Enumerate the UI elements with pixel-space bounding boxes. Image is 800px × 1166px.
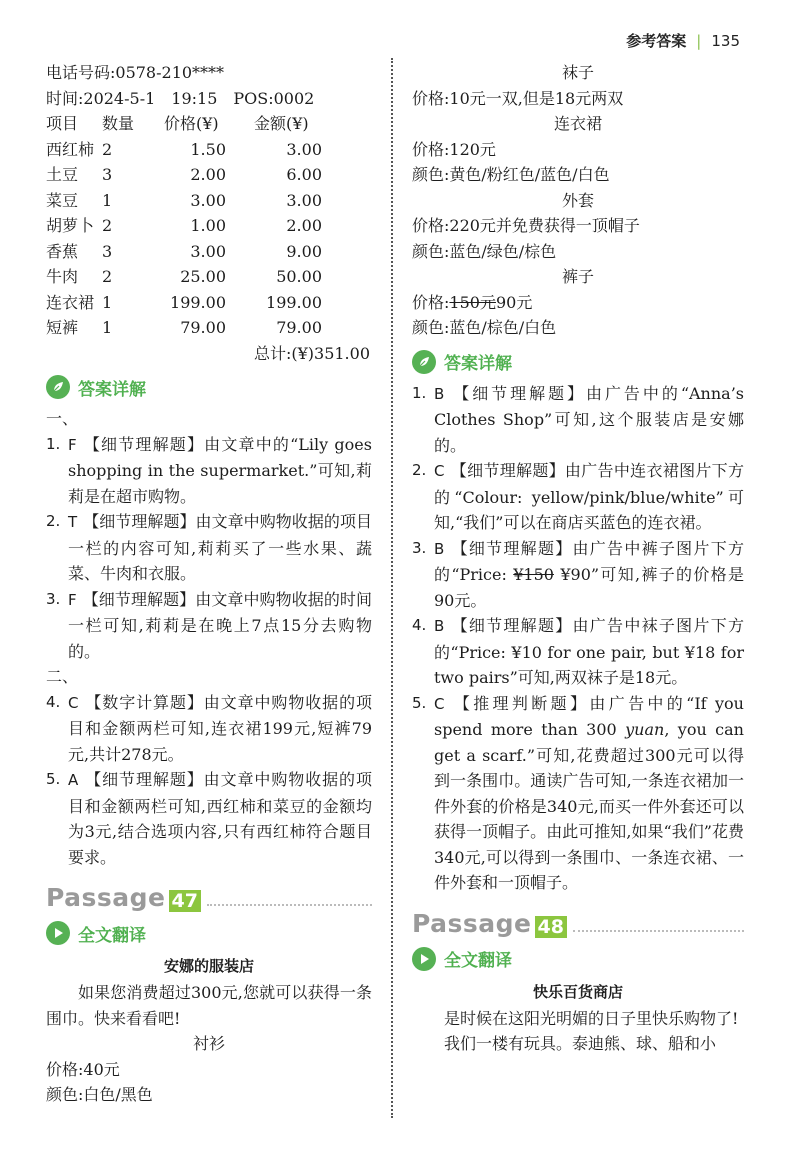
cell: 79.00: [276, 318, 322, 337]
receipt-time: 时间:2024-5-1 19:15 POS:0002: [46, 88, 315, 108]
receipt-row: [46, 213, 344, 239]
paragraph: 我们一楼有玩具。泰迪熊、球、船和小: [444, 1034, 717, 1053]
cell: 3.00: [286, 190, 322, 210]
answer-letter: F: [68, 590, 77, 609]
answer-letter: B: [434, 384, 445, 403]
play-icon: [412, 947, 436, 971]
pants-name: 裤子: [561, 267, 594, 286]
pants-price: [412, 290, 744, 316]
header-separator: |: [696, 31, 702, 50]
answer-number: 2.: [46, 512, 61, 530]
answer-letter: C: [68, 693, 79, 712]
store-intro: 如果您消费超过300元,您就可以获得一条围巾。快来看看吧!: [46, 983, 372, 1028]
cell: 2: [102, 267, 113, 286]
leaf-icon: [412, 350, 436, 374]
cell: 2: [102, 139, 113, 159]
store-title: 安娜的服装店: [163, 957, 254, 975]
answer-letter: T: [68, 513, 78, 531]
answer-text: 【细节理解题】由文章中购物收据的时间一栏可知,莉莉是在晚上7点15分去购物的。: [68, 589, 372, 661]
receipt-table: [46, 111, 344, 341]
cell: 1: [102, 292, 113, 312]
receipt-phone: 电话号码:0578-210****: [46, 63, 225, 82]
answer-item: [46, 690, 372, 768]
receipt-row: [46, 239, 344, 265]
answer-number: 5.: [46, 770, 61, 788]
answer-item: [412, 691, 744, 896]
cell: 连衣裙: [46, 292, 95, 312]
answer-text-pre: 【推理判断题】由广告中的“If you spend more than 300: [434, 693, 744, 739]
cell: 1: [102, 318, 113, 337]
answer-item: [412, 613, 744, 691]
translation-heading-label: 全文翻译: [78, 925, 146, 946]
cell: 西红柿: [46, 139, 95, 159]
pants-new-price: 90元: [495, 292, 533, 312]
cell: 2.00: [190, 165, 226, 184]
cell: 3.00: [190, 241, 226, 261]
cell: 25.00: [180, 267, 226, 286]
left-column: [46, 60, 372, 1108]
answer-number: 3.: [412, 538, 427, 557]
pants-old-price: 150元: [449, 292, 496, 312]
col-price: 价格(¥): [164, 114, 219, 133]
cell: 胡萝卜: [46, 216, 95, 235]
passage-number: 48: [535, 916, 567, 938]
answer-text: 【数字计算题】由文章中购物收据的项目和金额两栏可知,连衣裙199元,短裤79元,共计278元。: [68, 692, 372, 764]
answer-item: [412, 381, 744, 459]
cell: 香蕉: [46, 241, 79, 261]
coat-price: 价格:220元并免费获得一顶帽子: [412, 216, 640, 235]
answer-text: 【细节理解题】由广告中袜子图片下方的“Price: ¥10 for one pair, but ¥18 for two pairs”可知,两双袜子是18元。: [434, 616, 744, 687]
cell: 1.50: [190, 139, 226, 159]
shirt-price: 价格:40元: [46, 1059, 120, 1079]
cell: 1: [102, 190, 113, 210]
socks-name: 袜子: [561, 63, 594, 82]
answer-text: 【细节理解题】由文章中购物收据的项目一栏的内容可知,莉莉买了一些水果、蔬菜、牛肉和衣服。: [68, 512, 372, 583]
dress-price: 价格:120元: [412, 139, 496, 159]
cell: 6.00: [286, 165, 322, 184]
answer-item: [46, 432, 372, 510]
cell: 2.00: [286, 216, 322, 235]
answer-text: 【细节理解题】由广告中连衣裙图片下方的“Colour: yellow/pink/blue/white”可知,“我们”可以在商店买蓝色的连衣裙。: [434, 461, 744, 532]
answers-heading: [46, 370, 372, 404]
receipt-header-row: [46, 111, 344, 137]
answer-item: [46, 587, 372, 665]
receipt-row: [46, 188, 344, 214]
answer-text-strike: ¥150: [513, 565, 554, 584]
cell: 199.00: [170, 292, 226, 312]
translation-heading-label: 全文翻译: [444, 951, 512, 971]
receipt-row: [46, 290, 344, 316]
receipt-total: 总计:(¥)351.00: [253, 343, 370, 363]
socks-price: 价格:10元一双,但是18元两双: [412, 88, 624, 108]
receipt-row: [46, 162, 344, 188]
answer-letter: B: [434, 539, 445, 558]
pants-color: 颜色:蓝色/棕色/白色: [412, 318, 557, 337]
answer-letter: F: [68, 435, 77, 454]
answer-text-post: ¥90”可知,裤子的价格是90元。: [434, 565, 744, 610]
cell: 50.00: [276, 267, 322, 286]
answers-heading-right: [412, 345, 744, 379]
receipt-row: [46, 137, 344, 163]
cell: 3.00: [286, 139, 322, 159]
part-one-label: 一、: [46, 409, 79, 428]
store-title: 快乐百货商店: [532, 982, 623, 1001]
coat-name: 外套: [561, 190, 594, 210]
passage-rule: [573, 930, 744, 932]
cell: 3: [102, 165, 113, 184]
right-column: [412, 60, 744, 1057]
answer-number: 5.: [412, 693, 427, 712]
pants-price-label: 价格:: [412, 292, 450, 312]
col-amount: 金额(¥): [254, 114, 309, 133]
receipt-row: [46, 264, 344, 290]
col-qty: 数量: [102, 114, 135, 133]
answer-text: 【细节理解题】由文章中购物收据的项目和金额两栏可知,西红柿和菜豆的金额均为3元,结合选项内容,只有西红柿符合题目要求。: [68, 770, 372, 867]
coat-color: 颜色:蓝色/绿色/棕色: [412, 241, 557, 261]
col-item: 项目: [46, 114, 79, 133]
cell: 2: [102, 216, 113, 235]
play-icon: [46, 921, 70, 945]
dress-name: 连衣裙: [553, 114, 602, 133]
answer-item: [46, 509, 372, 587]
cell: 3.00: [190, 190, 226, 210]
translation-heading-right: [412, 942, 744, 976]
answer-text-post: , you can get a scarf.”可知,花费超过300元可以得到一条围巾。通读广告可知,一条连衣裙加一件外套的价格是340元,而买一件外套还可以获得一顶帽子。由此可推知,如果“我们”花费340元,可以得到一条围巾、一条连衣裙、一件外套和一顶帽子。: [434, 720, 744, 892]
passage-word: Passage: [46, 883, 166, 912]
part-two-label: 二、: [46, 667, 79, 686]
cell: 1.00: [190, 216, 226, 235]
cell: 短裤: [46, 318, 79, 337]
passage-47-banner: [46, 876, 372, 912]
page-header: [626, 30, 740, 51]
answer-number: 1.: [46, 434, 61, 453]
answer-text-pre: 【细节理解题】由广告中裤子图片下方的“Price:: [434, 538, 744, 584]
passage-number: 47: [169, 890, 201, 912]
answer-letter: C: [434, 694, 445, 713]
cell: 菜豆: [46, 190, 79, 210]
cell: 79.00: [180, 318, 226, 337]
answer-letter: C: [434, 462, 445, 480]
shirt-color: 颜色:白色/黑色: [46, 1085, 153, 1104]
paragraph: 是时候在这阳光明媚的日子里快乐购物了!: [444, 1008, 739, 1028]
answer-text: 【细节理解题】由广告中的“Anna’s Clothes Shop”可知,这个服装店是安娜的。: [434, 383, 744, 455]
answer-item: [412, 536, 744, 614]
section-label: 参考答案: [626, 32, 687, 50]
answers-heading-label: 答案详解: [444, 354, 512, 374]
passage-48-banner: [412, 902, 744, 938]
answer-text: 【细节理解题】由文章中的“Lily goes shopping in the supermarket.”可知,莉莉是在超市购物。: [68, 434, 372, 506]
passage-rule: [207, 904, 372, 906]
passage-word: Passage: [412, 908, 532, 938]
page-number: 135: [711, 31, 740, 50]
receipt-row: [46, 315, 344, 341]
answer-item: [412, 458, 744, 536]
translation-heading: [46, 916, 372, 950]
leaf-icon: [46, 375, 70, 399]
answer-letter: B: [434, 617, 445, 635]
column-divider: [391, 58, 393, 1118]
answer-letter: A: [68, 771, 79, 789]
answer-item: [46, 767, 372, 870]
cell: 土豆: [46, 165, 79, 184]
cell: 牛肉: [46, 267, 79, 286]
dress-color: 颜色:黄色/粉红色/蓝色/白色: [412, 165, 610, 184]
answer-number: 4.: [412, 616, 427, 634]
cell: 199.00: [266, 292, 322, 312]
cell: 3: [102, 241, 113, 261]
answer-text-italic: yuan: [625, 720, 665, 739]
answer-number: 4.: [46, 692, 61, 711]
answer-number: 3.: [46, 589, 61, 608]
cell: 9.00: [286, 241, 322, 261]
answer-number: 2.: [412, 461, 427, 479]
shirt-name: 衬衫: [192, 1034, 225, 1053]
answers-heading-label: 答案详解: [78, 379, 146, 400]
answer-number: 1.: [412, 383, 427, 402]
